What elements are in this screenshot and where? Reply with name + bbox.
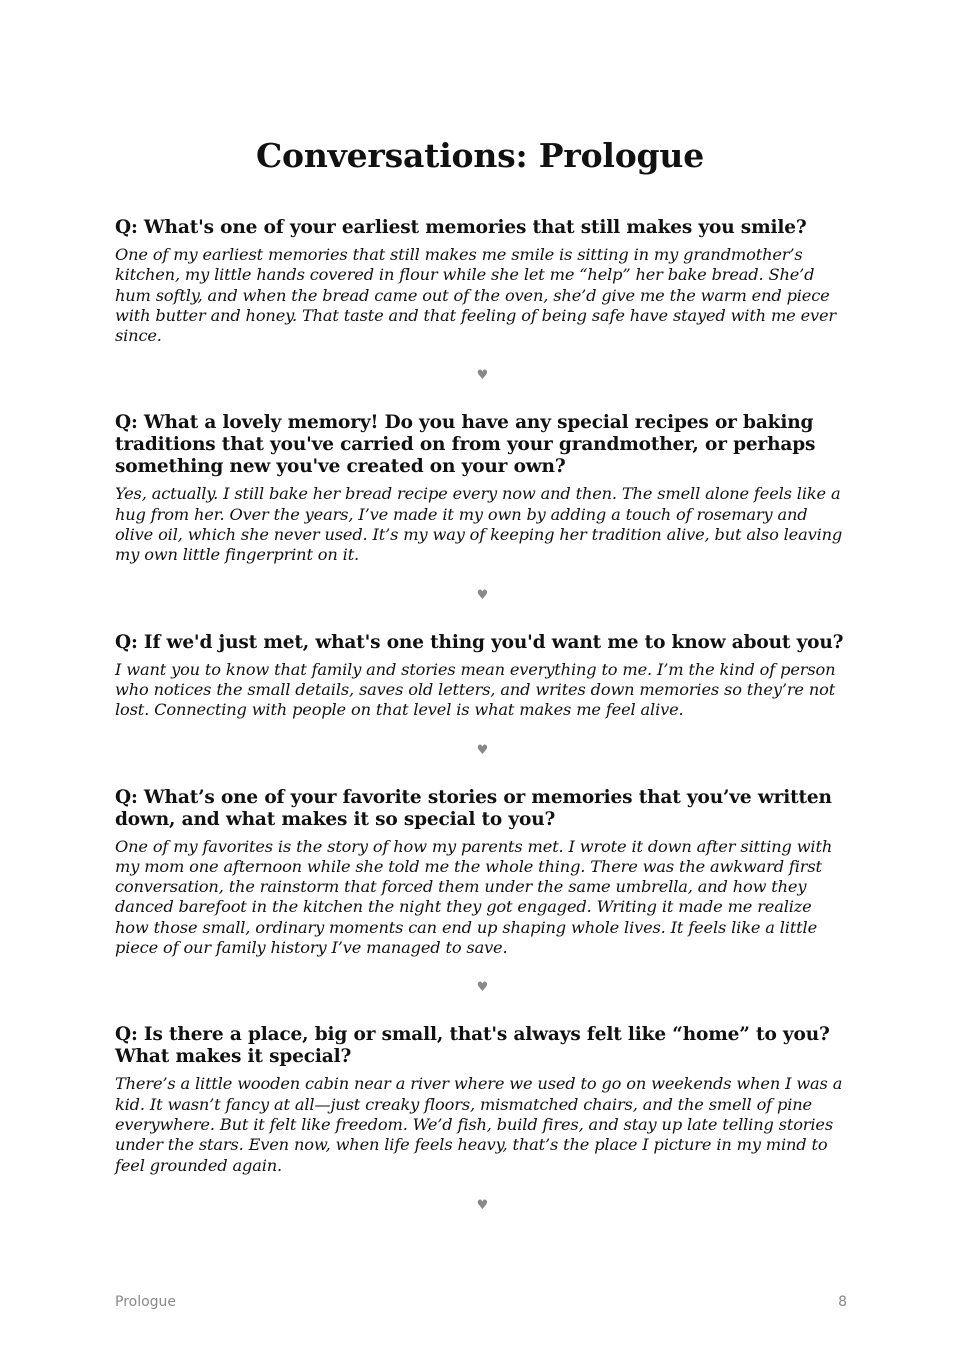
page-number: 8 — [838, 1294, 847, 1310]
question-text: Q: If we'd just met, what's one thing you'd want me to know about you? — [115, 631, 844, 653]
answer-text: I want you to know that family and stories mean everything to me. I’m the kind of person who notices the small details, saves old letters, and writes down memories so they’re not lost. Connecting with people on that level is what makes me feel alive. — [115, 659, 836, 720]
qa-entry-4 — [115, 787, 850, 959]
footer-section-label: Prologue — [115, 1294, 177, 1310]
question-text: Q: What a lovely memory! Do you have any special recipes or baking traditions that you've carried on from your grandmother, or perhaps something new you've created on your own? — [115, 412, 816, 478]
qa-entry-1 — [115, 217, 850, 346]
page-title: Conversations: Prologue — [255, 136, 705, 175]
qa-entry-2 — [115, 412, 850, 565]
question-text: Q: Is there a place, big or small, that's always felt like “home” to you? What makes it special? — [115, 1024, 830, 1068]
heart-divider-icon: ♥ — [476, 980, 489, 996]
heart-divider-icon: ♥ — [476, 587, 489, 603]
answer-text: Yes, actually. I still bake her bread recipe every now and then. The smell alone feels like a hug from her. Over the years, I’ve made it my own by adding a touch of rosemary and olive oil, which she never used. It’s my way of keeping her tradition alive, but also leaving my own little fingerprint on it. — [115, 484, 843, 565]
page-footer — [115, 1294, 847, 1310]
answer-text: There’s a little wooden cabin near a river where we used to go on weekends when I was a kid. It wasn’t fancy at all—just creaky floors, mismatched chairs, and the smell of pine everywhere. But it felt like freedom. We’d fish, build fires, and stay up late telling stories under the stars. Even now, when life feels heavy, that’s the place I picture in my mind to feel grounded again. — [115, 1074, 843, 1175]
qa-entry-5 — [115, 1024, 850, 1175]
heart-divider-icon: ♥ — [476, 742, 489, 758]
answer-text: One of my favorites is the story of how my parents met. I wrote it down after sitting with my mom one afternoon while she told me the whole thing. There was the awkward first conversation, the rainstorm that forced them under the same umbrella, and how they danced barefoot in the kitchen the night they got engaged. Writing it made me realize how those small, ordinary moments can end up shaping whole lives. It feels like a little piece of our family history I’ve managed to save. — [115, 836, 833, 958]
question-text: Q: What's one of your earliest memories that still makes you smile? — [115, 217, 807, 238]
heart-divider-icon: ♥ — [476, 1197, 489, 1213]
qa-entry-3 — [115, 632, 850, 721]
heart-divider-icon: ♥ — [476, 368, 489, 384]
answer-text: One of my earliest memories that still makes me smile is sitting in my grandmother’s kitchen, my little hands covered in flour while she let me “help” her bake bread. She’d hum softly, and when the bread came out of the oven, she’d give me the warm end piece with butter and honey. That taste and that feeling of being safe have stayed with me ever since. — [115, 245, 837, 346]
question-text: Q: What’s one of your favorite stories or memories that you’ve written down, and what makes it so special to you? — [115, 786, 832, 830]
conversation-list — [115, 217, 850, 1242]
